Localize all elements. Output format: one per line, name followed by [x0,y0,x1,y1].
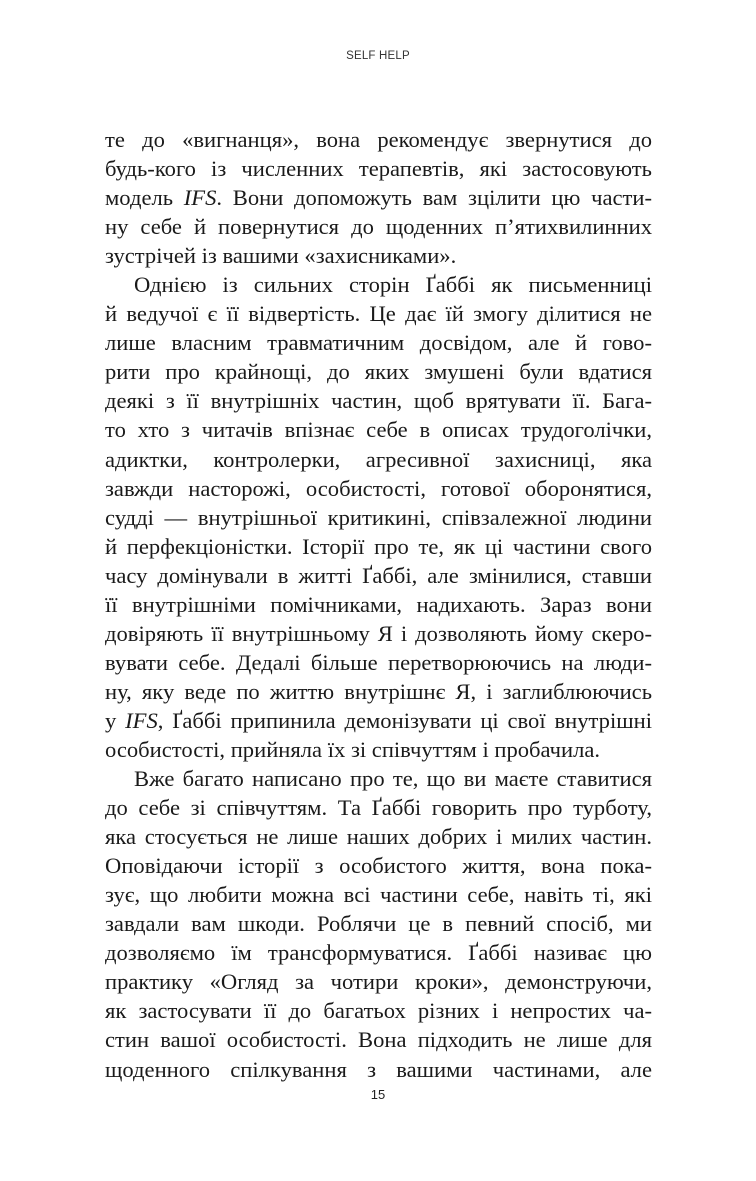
text-run: завжди насторожі, особистості, готової оборонятися, [105,475,652,501]
text-line [105,445,652,474]
text-run: ну себе й повернутися до щоденних п’ятихвилинних [105,214,652,240]
text-run: її внутрішніми помічниками, надихають. Зараз вони [105,591,652,617]
text-line [105,154,652,183]
text-line [105,212,652,241]
text-run: щоденного спілкування з вашими частинами, але [105,1056,652,1082]
text-run: зує, що любити можна всі частини себе, навіть ті, які [105,882,652,908]
italic-term: IFS [125,707,158,733]
text-run: рити про крайнощі, до яких змушені були вдатися [105,359,652,385]
text-run: й ведучої є її відвертість. Це дає їй змогу ділитися не [105,301,652,327]
text-line [105,241,652,270]
text-run: Вже багато написано про те, що ви маєте ставитися [134,766,652,792]
text-line [105,938,652,967]
text-line [105,996,652,1025]
text-run: модель [105,185,184,211]
text-run: завдали вам шкоди. Роблячи це в певний спосіб, ми [105,911,652,937]
text-run: лише власним травматичним досвідом, але й гово- [105,330,652,356]
text-run: яка стосується не лише наших добрих і милих частин. [105,824,652,850]
body-text [105,125,652,1084]
text-line [105,793,652,822]
text-run: особистості, прийняла їх зі співчуттям і пробачила. [105,736,601,762]
text-line [105,183,652,212]
text-run: Однією із сильних сторін Ґаббі як письменниці [134,272,652,298]
text-run: до себе зі співчуттям. Та Ґаббі говорить про турботу, [105,795,652,821]
text-line [105,706,652,735]
text-line [105,677,652,706]
text-run: довіряють її внутрішньому Я і дозволяють йому скеро- [105,620,652,646]
text-line [105,764,652,793]
text-line [105,822,652,851]
italic-term: IFS [183,185,217,211]
running-head: SELF HELP [346,50,410,62]
text-run: деякі з її внутрішніх частин, щоб врятувати її. Бага- [105,388,652,414]
text-line [105,648,652,677]
text-line [105,619,652,648]
text-line [105,503,652,532]
text-line [105,735,652,764]
text-run: зустрічей із вашими «захисниками». [105,243,457,269]
text-line [105,1025,652,1054]
text-run: те до «вигнанця», вона рекомендує звернутися до [105,127,652,152]
text-line [105,299,652,328]
text-run: вувати себе. Дедалі більше перетворюючись на люди- [105,649,652,675]
text-run: у [105,707,126,733]
text-line [105,270,652,299]
text-run: часу домінували в житті Ґаббі, але змінилися, ставши [105,562,652,588]
text-run: Оповідаючи історії з особистого життя, вона пока- [105,853,652,879]
text-run: стин вашої особистості. Вона підходить не лише для [105,1027,652,1053]
text-run: адиктки, контролерки, агресивної захисниці, яка [105,446,652,472]
text-run: , Ґаббі припинила демонізувати ці свої внутрішні [157,707,652,733]
text-run: практику «Огляд за чотири кроки», демонструючи, [105,969,652,995]
text-line [105,851,652,880]
text-run: будь-кого із численних терапевтів, які застосовують [105,156,652,182]
text-line [105,909,652,938]
text-line [105,880,652,909]
text-line [105,125,652,154]
text-run: . Вони допоможуть вам зцілити цю части- [216,185,653,211]
text-run: як застосувати її до багатьох різних і непростих ча- [105,998,652,1024]
text-run: ну, яку веде по життю внутрішнє Я, і заглиблюючись [105,678,652,704]
text-run: то хто з читачів впізнає себе в описах трудоголічки, [105,417,652,443]
text-line [105,357,652,386]
text-line [105,328,652,357]
text-run: дозволяємо їм трансформуватися. Ґаббі називає цю [105,940,652,966]
text-line [105,386,652,415]
text-line [105,561,652,590]
text-run: судді — внутрішньої критикині, співзалежної людини [105,504,652,530]
text-line [105,474,652,503]
page-number: 15 [370,1087,386,1102]
text-run: й перфекціоністки. Історії про те, як ці частини свого [105,533,652,559]
text-line [105,590,652,619]
text-line [105,1055,652,1084]
text-line [105,967,652,996]
text-line [105,415,652,444]
text-line [105,532,652,561]
